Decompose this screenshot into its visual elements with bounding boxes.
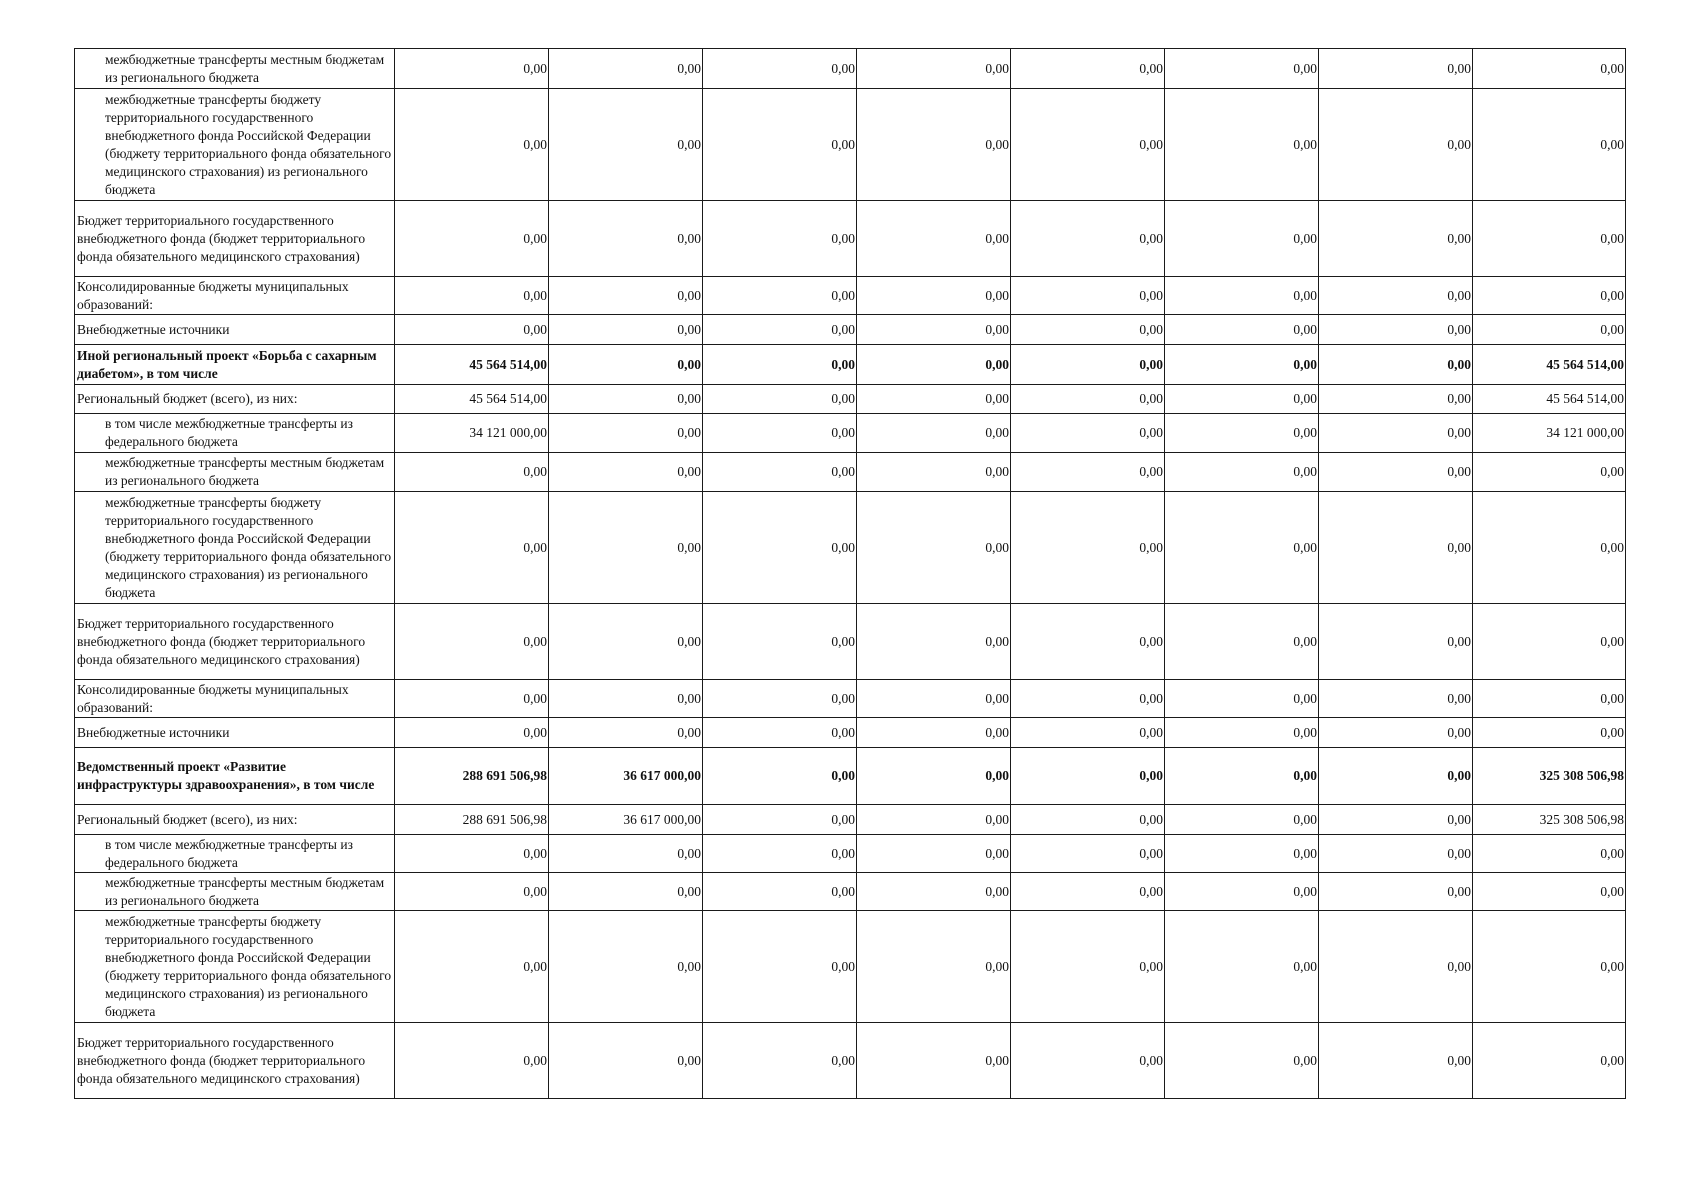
value-cell: 0,00 <box>1319 805 1473 835</box>
value-cell: 0,00 <box>703 805 857 835</box>
value-cell: 0,00 <box>703 604 857 680</box>
row-label: Консолидированные бюджеты муниципальных образований: <box>75 277 395 315</box>
value-cell: 0,00 <box>549 718 703 748</box>
table-row <box>75 277 1626 315</box>
table-row <box>75 805 1626 835</box>
value-cell: 0,00 <box>1011 911 1165 1023</box>
value-cell: 0,00 <box>1473 277 1626 315</box>
value-cell: 0,00 <box>1011 89 1165 201</box>
value-cell: 0,00 <box>1165 201 1319 277</box>
value-cell: 0,00 <box>1473 89 1626 201</box>
value-cell: 0,00 <box>1011 718 1165 748</box>
value-cell: 0,00 <box>703 911 857 1023</box>
value-cell: 0,00 <box>857 385 1011 414</box>
value-cell: 0,00 <box>703 873 857 911</box>
value-cell: 0,00 <box>395 718 549 748</box>
value-cell: 0,00 <box>857 1023 1011 1099</box>
table-row <box>75 835 1626 873</box>
row-label: межбюджетные трансферты бюджету территориального государственного внебюджетного фонда Российской Федерации (бюджету территориального фонда обязательного медицинского страхования) из регионального бюджета <box>75 492 395 604</box>
value-cell: 0,00 <box>549 873 703 911</box>
value-cell: 325 308 506,98 <box>1473 748 1626 805</box>
value-cell: 0,00 <box>1473 492 1626 604</box>
value-cell: 0,00 <box>549 835 703 873</box>
value-cell: 36 617 000,00 <box>549 748 703 805</box>
table-row <box>75 345 1626 385</box>
row-label: Иной региональный проект «Борьба с сахарным диабетом», в том числе <box>75 345 395 385</box>
value-cell: 0,00 <box>1165 414 1319 453</box>
value-cell: 0,00 <box>857 49 1011 89</box>
value-cell: 0,00 <box>1473 835 1626 873</box>
value-cell: 45 564 514,00 <box>1473 345 1626 385</box>
value-cell: 0,00 <box>1165 835 1319 873</box>
value-cell: 0,00 <box>857 718 1011 748</box>
row-label: Внебюджетные источники <box>75 315 395 345</box>
row-label: межбюджетные трансферты бюджету территориального государственного внебюджетного фонда Российской Федерации (бюджету территориального фонда обязательного медицинского страхования) из регионального бюджета <box>75 911 395 1023</box>
value-cell: 0,00 <box>857 835 1011 873</box>
value-cell: 0,00 <box>1319 201 1473 277</box>
value-cell: 0,00 <box>703 1023 857 1099</box>
value-cell: 0,00 <box>395 1023 549 1099</box>
value-cell: 0,00 <box>1165 805 1319 835</box>
table-row <box>75 315 1626 345</box>
table-row <box>75 453 1626 492</box>
value-cell: 0,00 <box>857 680 1011 718</box>
value-cell: 0,00 <box>1011 315 1165 345</box>
value-cell: 0,00 <box>395 89 549 201</box>
value-cell: 0,00 <box>1319 492 1473 604</box>
value-cell: 0,00 <box>1319 748 1473 805</box>
value-cell: 36 617 000,00 <box>549 805 703 835</box>
value-cell: 0,00 <box>703 277 857 315</box>
value-cell: 0,00 <box>1165 680 1319 718</box>
budget-table <box>74 48 1626 1099</box>
value-cell: 288 691 506,98 <box>395 748 549 805</box>
row-label: Бюджет территориального государственного внебюджетного фонда (бюджет территориального фонда обязательного медицинского страхования) <box>75 604 395 680</box>
table-row <box>75 911 1626 1023</box>
table-row <box>75 89 1626 201</box>
value-cell: 0,00 <box>1011 748 1165 805</box>
value-cell: 0,00 <box>1011 492 1165 604</box>
value-cell: 0,00 <box>703 89 857 201</box>
value-cell: 0,00 <box>1011 604 1165 680</box>
value-cell: 0,00 <box>857 453 1011 492</box>
value-cell: 0,00 <box>1011 873 1165 911</box>
value-cell: 0,00 <box>395 315 549 345</box>
value-cell: 0,00 <box>1319 873 1473 911</box>
value-cell: 0,00 <box>1473 911 1626 1023</box>
value-cell: 0,00 <box>549 201 703 277</box>
value-cell: 0,00 <box>549 345 703 385</box>
value-cell: 0,00 <box>395 873 549 911</box>
value-cell: 0,00 <box>1165 911 1319 1023</box>
value-cell: 0,00 <box>1473 718 1626 748</box>
value-cell: 0,00 <box>549 315 703 345</box>
value-cell: 0,00 <box>1011 1023 1165 1099</box>
value-cell: 0,00 <box>857 277 1011 315</box>
row-label: Внебюджетные источники <box>75 718 395 748</box>
value-cell: 0,00 <box>395 201 549 277</box>
table-row <box>75 201 1626 277</box>
value-cell: 0,00 <box>1319 911 1473 1023</box>
value-cell: 0,00 <box>1011 201 1165 277</box>
value-cell: 0,00 <box>395 604 549 680</box>
value-cell: 0,00 <box>857 89 1011 201</box>
row-label: Ведомственный проект «Развитие инфраструктуры здравоохранения», в том числе <box>75 748 395 805</box>
value-cell: 0,00 <box>1319 277 1473 315</box>
value-cell: 34 121 000,00 <box>395 414 549 453</box>
row-label: межбюджетные трансферты местным бюджетам из регионального бюджета <box>75 453 395 492</box>
value-cell: 0,00 <box>395 453 549 492</box>
value-cell: 45 564 514,00 <box>1473 385 1626 414</box>
value-cell: 0,00 <box>1011 385 1165 414</box>
row-label: в том числе межбюджетные трансферты из федерального бюджета <box>75 414 395 453</box>
value-cell: 0,00 <box>857 492 1011 604</box>
value-cell: 0,00 <box>857 414 1011 453</box>
value-cell: 0,00 <box>549 385 703 414</box>
value-cell: 0,00 <box>857 315 1011 345</box>
value-cell: 34 121 000,00 <box>1473 414 1626 453</box>
value-cell: 0,00 <box>857 604 1011 680</box>
value-cell: 0,00 <box>1011 277 1165 315</box>
value-cell: 0,00 <box>1011 805 1165 835</box>
table-row <box>75 604 1626 680</box>
value-cell: 0,00 <box>1473 604 1626 680</box>
value-cell: 0,00 <box>1165 1023 1319 1099</box>
value-cell: 0,00 <box>857 805 1011 835</box>
value-cell: 0,00 <box>703 201 857 277</box>
value-cell: 0,00 <box>703 718 857 748</box>
value-cell: 0,00 <box>1165 49 1319 89</box>
table-row <box>75 492 1626 604</box>
value-cell: 0,00 <box>1165 385 1319 414</box>
value-cell: 0,00 <box>395 911 549 1023</box>
value-cell: 0,00 <box>1165 315 1319 345</box>
row-label: межбюджетные трансферты местным бюджетам из регионального бюджета <box>75 49 395 89</box>
value-cell: 0,00 <box>1319 604 1473 680</box>
value-cell: 0,00 <box>1165 345 1319 385</box>
value-cell: 0,00 <box>549 89 703 201</box>
table-row <box>75 49 1626 89</box>
row-label: Региональный бюджет (всего), из них: <box>75 805 395 835</box>
value-cell: 0,00 <box>703 49 857 89</box>
value-cell: 45 564 514,00 <box>395 345 549 385</box>
value-cell: 0,00 <box>1319 680 1473 718</box>
value-cell: 0,00 <box>703 835 857 873</box>
row-label: Консолидированные бюджеты муниципальных образований: <box>75 680 395 718</box>
value-cell: 0,00 <box>1011 345 1165 385</box>
table-row <box>75 385 1626 414</box>
value-cell: 0,00 <box>1011 453 1165 492</box>
table-row <box>75 680 1626 718</box>
value-cell: 0,00 <box>1473 315 1626 345</box>
value-cell: 0,00 <box>549 604 703 680</box>
value-cell: 0,00 <box>1165 89 1319 201</box>
value-cell: 0,00 <box>857 911 1011 1023</box>
value-cell: 0,00 <box>703 492 857 604</box>
table-row <box>75 1023 1626 1099</box>
value-cell: 0,00 <box>549 414 703 453</box>
value-cell: 0,00 <box>1473 680 1626 718</box>
value-cell: 0,00 <box>703 345 857 385</box>
value-cell: 0,00 <box>1473 201 1626 277</box>
value-cell: 0,00 <box>703 414 857 453</box>
value-cell: 0,00 <box>1011 680 1165 718</box>
value-cell: 0,00 <box>549 492 703 604</box>
value-cell: 0,00 <box>1319 89 1473 201</box>
value-cell: 0,00 <box>1473 453 1626 492</box>
table-row <box>75 414 1626 453</box>
value-cell: 0,00 <box>703 385 857 414</box>
value-cell: 0,00 <box>549 453 703 492</box>
table-row <box>75 873 1626 911</box>
value-cell: 0,00 <box>1319 1023 1473 1099</box>
value-cell: 0,00 <box>857 345 1011 385</box>
value-cell: 0,00 <box>857 873 1011 911</box>
value-cell: 0,00 <box>549 911 703 1023</box>
row-label: Региональный бюджет (всего), из них: <box>75 385 395 414</box>
row-label: межбюджетные трансферты местным бюджетам из регионального бюджета <box>75 873 395 911</box>
value-cell: 0,00 <box>1165 718 1319 748</box>
value-cell: 0,00 <box>703 680 857 718</box>
value-cell: 0,00 <box>1473 1023 1626 1099</box>
value-cell: 0,00 <box>395 492 549 604</box>
value-cell: 0,00 <box>1319 315 1473 345</box>
row-label: в том числе межбюджетные трансферты из федерального бюджета <box>75 835 395 873</box>
value-cell: 0,00 <box>549 680 703 718</box>
value-cell: 0,00 <box>1319 453 1473 492</box>
value-cell: 0,00 <box>1319 385 1473 414</box>
value-cell: 0,00 <box>1319 49 1473 89</box>
value-cell: 0,00 <box>549 277 703 315</box>
value-cell: 0,00 <box>395 277 549 315</box>
value-cell: 0,00 <box>1165 748 1319 805</box>
value-cell: 0,00 <box>857 201 1011 277</box>
value-cell: 0,00 <box>549 1023 703 1099</box>
value-cell: 325 308 506,98 <box>1473 805 1626 835</box>
value-cell: 0,00 <box>395 680 549 718</box>
value-cell: 0,00 <box>1319 718 1473 748</box>
value-cell: 0,00 <box>1473 873 1626 911</box>
value-cell: 0,00 <box>1165 604 1319 680</box>
row-label: межбюджетные трансферты бюджету территориального государственного внебюджетного фонда Российской Федерации (бюджету территориального фонда обязательного медицинского страхования) из регионального бюджета <box>75 89 395 201</box>
value-cell: 0,00 <box>1165 453 1319 492</box>
value-cell: 0,00 <box>1011 49 1165 89</box>
value-cell: 0,00 <box>1319 345 1473 385</box>
table-row <box>75 718 1626 748</box>
value-cell: 0,00 <box>1319 414 1473 453</box>
value-cell: 0,00 <box>1165 492 1319 604</box>
table-row <box>75 748 1626 805</box>
value-cell: 0,00 <box>1165 277 1319 315</box>
value-cell: 0,00 <box>549 49 703 89</box>
value-cell: 45 564 514,00 <box>395 385 549 414</box>
value-cell: 0,00 <box>703 453 857 492</box>
value-cell: 0,00 <box>1473 49 1626 89</box>
value-cell: 0,00 <box>857 748 1011 805</box>
value-cell: 0,00 <box>1165 873 1319 911</box>
value-cell: 0,00 <box>395 835 549 873</box>
value-cell: 0,00 <box>703 748 857 805</box>
value-cell: 0,00 <box>1011 414 1165 453</box>
row-label: Бюджет территориального государственного внебюджетного фонда (бюджет территориального фонда обязательного медицинского страхования) <box>75 1023 395 1099</box>
value-cell: 0,00 <box>395 49 549 89</box>
row-label: Бюджет территориального государственного внебюджетного фонда (бюджет территориального фонда обязательного медицинского страхования) <box>75 201 395 277</box>
value-cell: 0,00 <box>703 315 857 345</box>
value-cell: 0,00 <box>1011 835 1165 873</box>
value-cell: 0,00 <box>1319 835 1473 873</box>
value-cell: 288 691 506,98 <box>395 805 549 835</box>
